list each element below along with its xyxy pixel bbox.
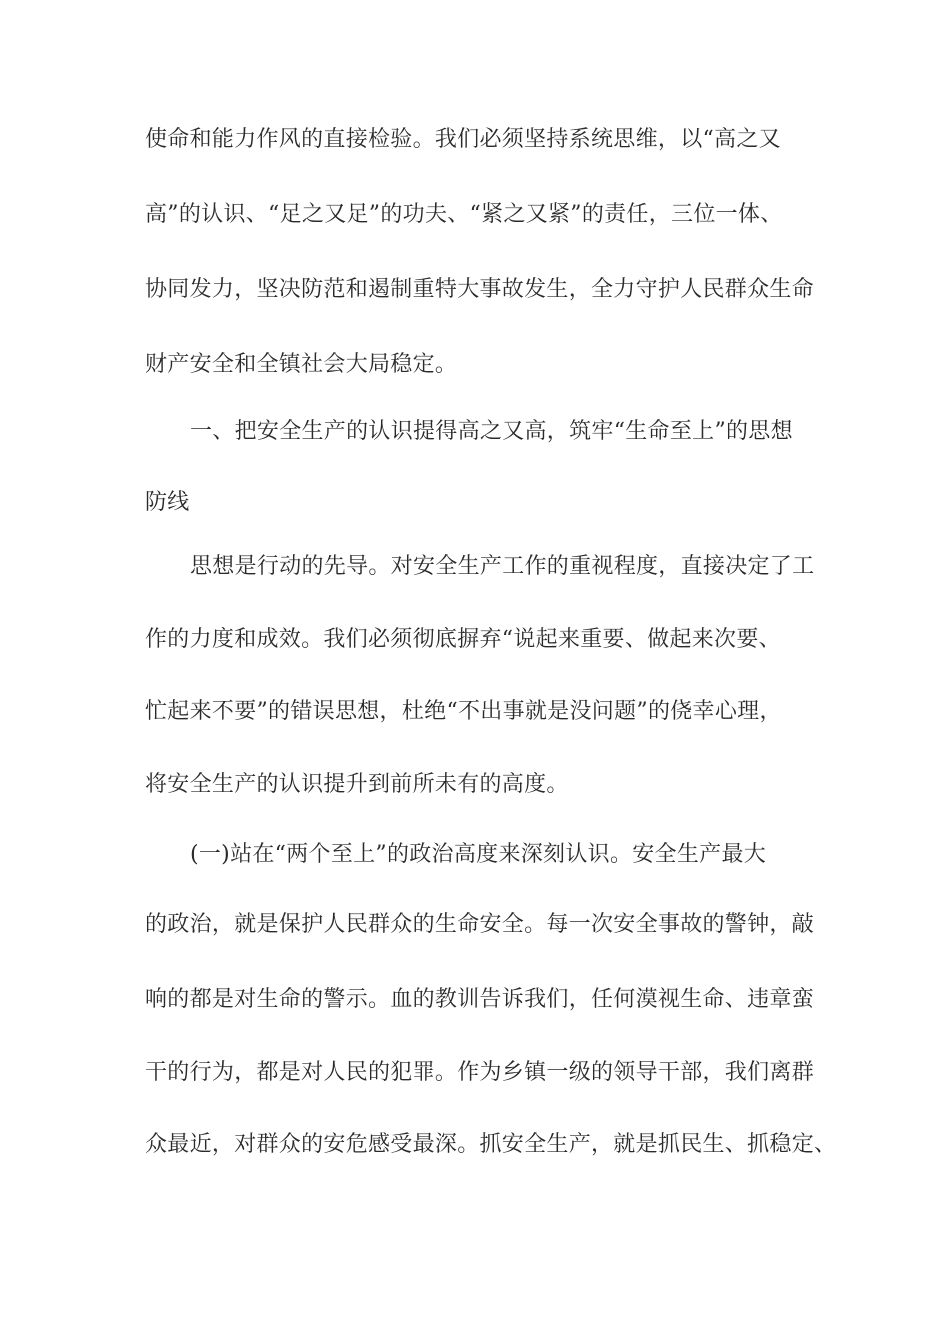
paragraph-line: 响的都是对生命的警示。血的教训告诉我们，任何漠视生命、违章蛮 bbox=[145, 987, 815, 1012]
paragraph-line: 干的行为，都是对人民的犯罪。作为乡镇一级的领导干部，我们离群 bbox=[145, 1060, 815, 1085]
paragraph-line: 使命和能力作风的直接检验。我们必须坚持系统思维，以“高之又 bbox=[145, 127, 781, 152]
paragraph-line: 高”的认识、“足之又足”的功夫、“紧之又紧”的责任，三位一体、 bbox=[145, 202, 783, 227]
paragraph-line: 思想是行动的先导。对安全生产工作的重视程度，直接决定了工 bbox=[190, 554, 815, 579]
paragraph-line: 作的力度和成效。我们必须彻底摒弃“说起来重要、做起来次要、 bbox=[145, 627, 781, 652]
section-heading-line: 防线 bbox=[145, 490, 190, 515]
paragraph-line: 忙起来不要”的错误思想，杜绝“不出事就是没问题”的侥幸心理， bbox=[145, 699, 782, 724]
paragraph-line: 将安全生产的认识提升到前所未有的高度。 bbox=[145, 772, 569, 797]
paragraph-line: 的政治，就是保护人民群众的生命安全。每一次安全事故的警钟，敲 bbox=[145, 912, 815, 937]
paragraph-line: 协同发力，坚决防范和遏制重特大事故发生，全力守护人民群众生命 bbox=[145, 277, 815, 302]
subsection-line: (一)站在“两个至上”的政治高度来深刻认识。安全生产最大 bbox=[190, 842, 767, 867]
paragraph-line: 众最近，对群众的安危感受最深。抓安全生产，就是抓民生、抓稳定、 bbox=[145, 1132, 837, 1157]
paragraph-line: 财产安全和全镇社会大局稳定。 bbox=[145, 352, 458, 377]
section-heading-line: 一、把安全生产的认识提得高之又高，筑牢“生命至上”的思想 bbox=[190, 419, 793, 444]
